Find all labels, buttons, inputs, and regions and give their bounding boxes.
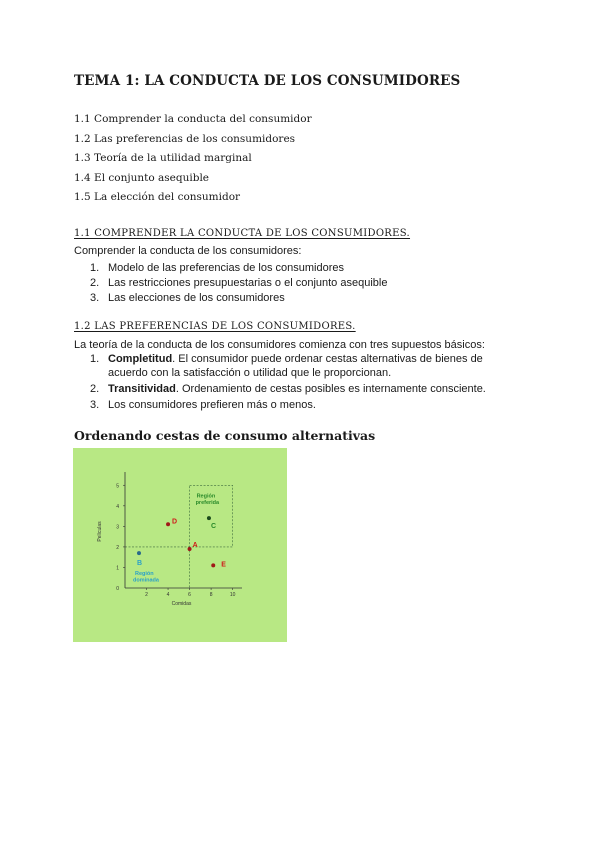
toc-item[interactable]: 1.4 El conjunto asequible bbox=[74, 171, 210, 184]
chart-figure bbox=[73, 448, 287, 642]
data-point bbox=[207, 516, 211, 520]
toc-item[interactable]: 1.5 La elección del consumidor bbox=[74, 191, 241, 204]
y-tick-label: 4 bbox=[116, 503, 119, 510]
list-item bbox=[74, 382, 514, 396]
list-item bbox=[74, 276, 514, 290]
document-title: TEMA 1: LA CONDUCTA DE LOS CONSUMIDORES bbox=[74, 73, 461, 89]
point-label: E bbox=[221, 561, 226, 569]
data-point bbox=[137, 551, 141, 555]
x-tick-label: 6 bbox=[188, 592, 191, 598]
list-number: 1. bbox=[90, 353, 100, 365]
list-number: 2. bbox=[90, 383, 100, 395]
y-tick-label: 3 bbox=[116, 524, 119, 531]
list-term: Transitividad bbox=[108, 383, 176, 395]
y-axis-label: Películas bbox=[97, 521, 103, 542]
y-tick-label: 0 bbox=[116, 586, 119, 592]
list-item bbox=[74, 261, 514, 275]
list-number: 3. bbox=[90, 399, 100, 411]
section-heading: 1.1 COMPRENDER LA CONDUCTA DE LOS CONSUMIDORES. bbox=[74, 228, 411, 239]
region-label: Región preferida bbox=[195, 493, 220, 506]
toc-item[interactable]: 1.3 Teoría de la utilidad marginal bbox=[74, 152, 252, 165]
list-number: 3. bbox=[90, 292, 100, 304]
section-intro: Comprender la conducta de los consumidores: bbox=[74, 245, 302, 257]
x-tick-label: 2 bbox=[145, 592, 148, 598]
data-point bbox=[211, 563, 215, 567]
list-item bbox=[74, 398, 514, 412]
list-text: . Ordenamiento de cestas posibles es internamente consciente. bbox=[175, 383, 486, 395]
point-label: B bbox=[136, 560, 143, 568]
section-heading: 1.2 LAS PREFERENCIAS DE LOS CONSUMIDORES. bbox=[74, 321, 356, 332]
numbered-list bbox=[74, 352, 514, 414]
section-intro: La teoría de la conducta de los consumidores comienza con tres supuestos básicos: bbox=[74, 339, 485, 351]
y-tick-label: 2 bbox=[116, 544, 119, 551]
list-text: . El consumidor puede ordenar cestas alternativas de bienes de acuerdo con la satisfacción o utilidad que le proporcionan. bbox=[108, 353, 483, 379]
list-term: Completitud bbox=[108, 353, 173, 365]
point-label: A bbox=[192, 541, 198, 549]
list-item bbox=[74, 291, 514, 305]
numbered-list bbox=[74, 261, 514, 306]
scatter-chart bbox=[73, 448, 287, 642]
list-item bbox=[74, 352, 514, 380]
list-text: Los consumidores prefieren más o menos. bbox=[108, 399, 316, 411]
data-point bbox=[188, 547, 192, 551]
y-tick-label: 1 bbox=[116, 565, 119, 572]
region-label: Región dominada bbox=[133, 571, 159, 584]
data-point bbox=[166, 522, 170, 526]
point-label: C bbox=[210, 523, 217, 531]
y-tick-label: 5 bbox=[116, 483, 119, 490]
list-text: Modelo de las preferencias de los consumidores bbox=[108, 262, 345, 274]
table-of-contents bbox=[74, 110, 312, 208]
x-tick-label: 10 bbox=[229, 592, 236, 598]
toc-item[interactable]: 1.1 Comprender la conducta del consumidor bbox=[74, 113, 312, 125]
x-tick-label: 8 bbox=[209, 592, 213, 598]
list-number: 2. bbox=[90, 277, 100, 289]
list-text: Las elecciones de los consumidores bbox=[108, 292, 285, 304]
point-label: D bbox=[172, 518, 178, 526]
list-number: 1. bbox=[90, 262, 100, 274]
figure-title: Ordenando cestas de consumo alternativas bbox=[74, 428, 376, 443]
list-text: Las restricciones presupuestarias o el conjunto asequible bbox=[108, 277, 388, 289]
x-tick-label: 4 bbox=[166, 592, 170, 598]
x-axis-label: Comidas bbox=[171, 601, 192, 607]
toc-item[interactable]: 1.2 Las preferencias de los consumidores bbox=[74, 132, 296, 145]
